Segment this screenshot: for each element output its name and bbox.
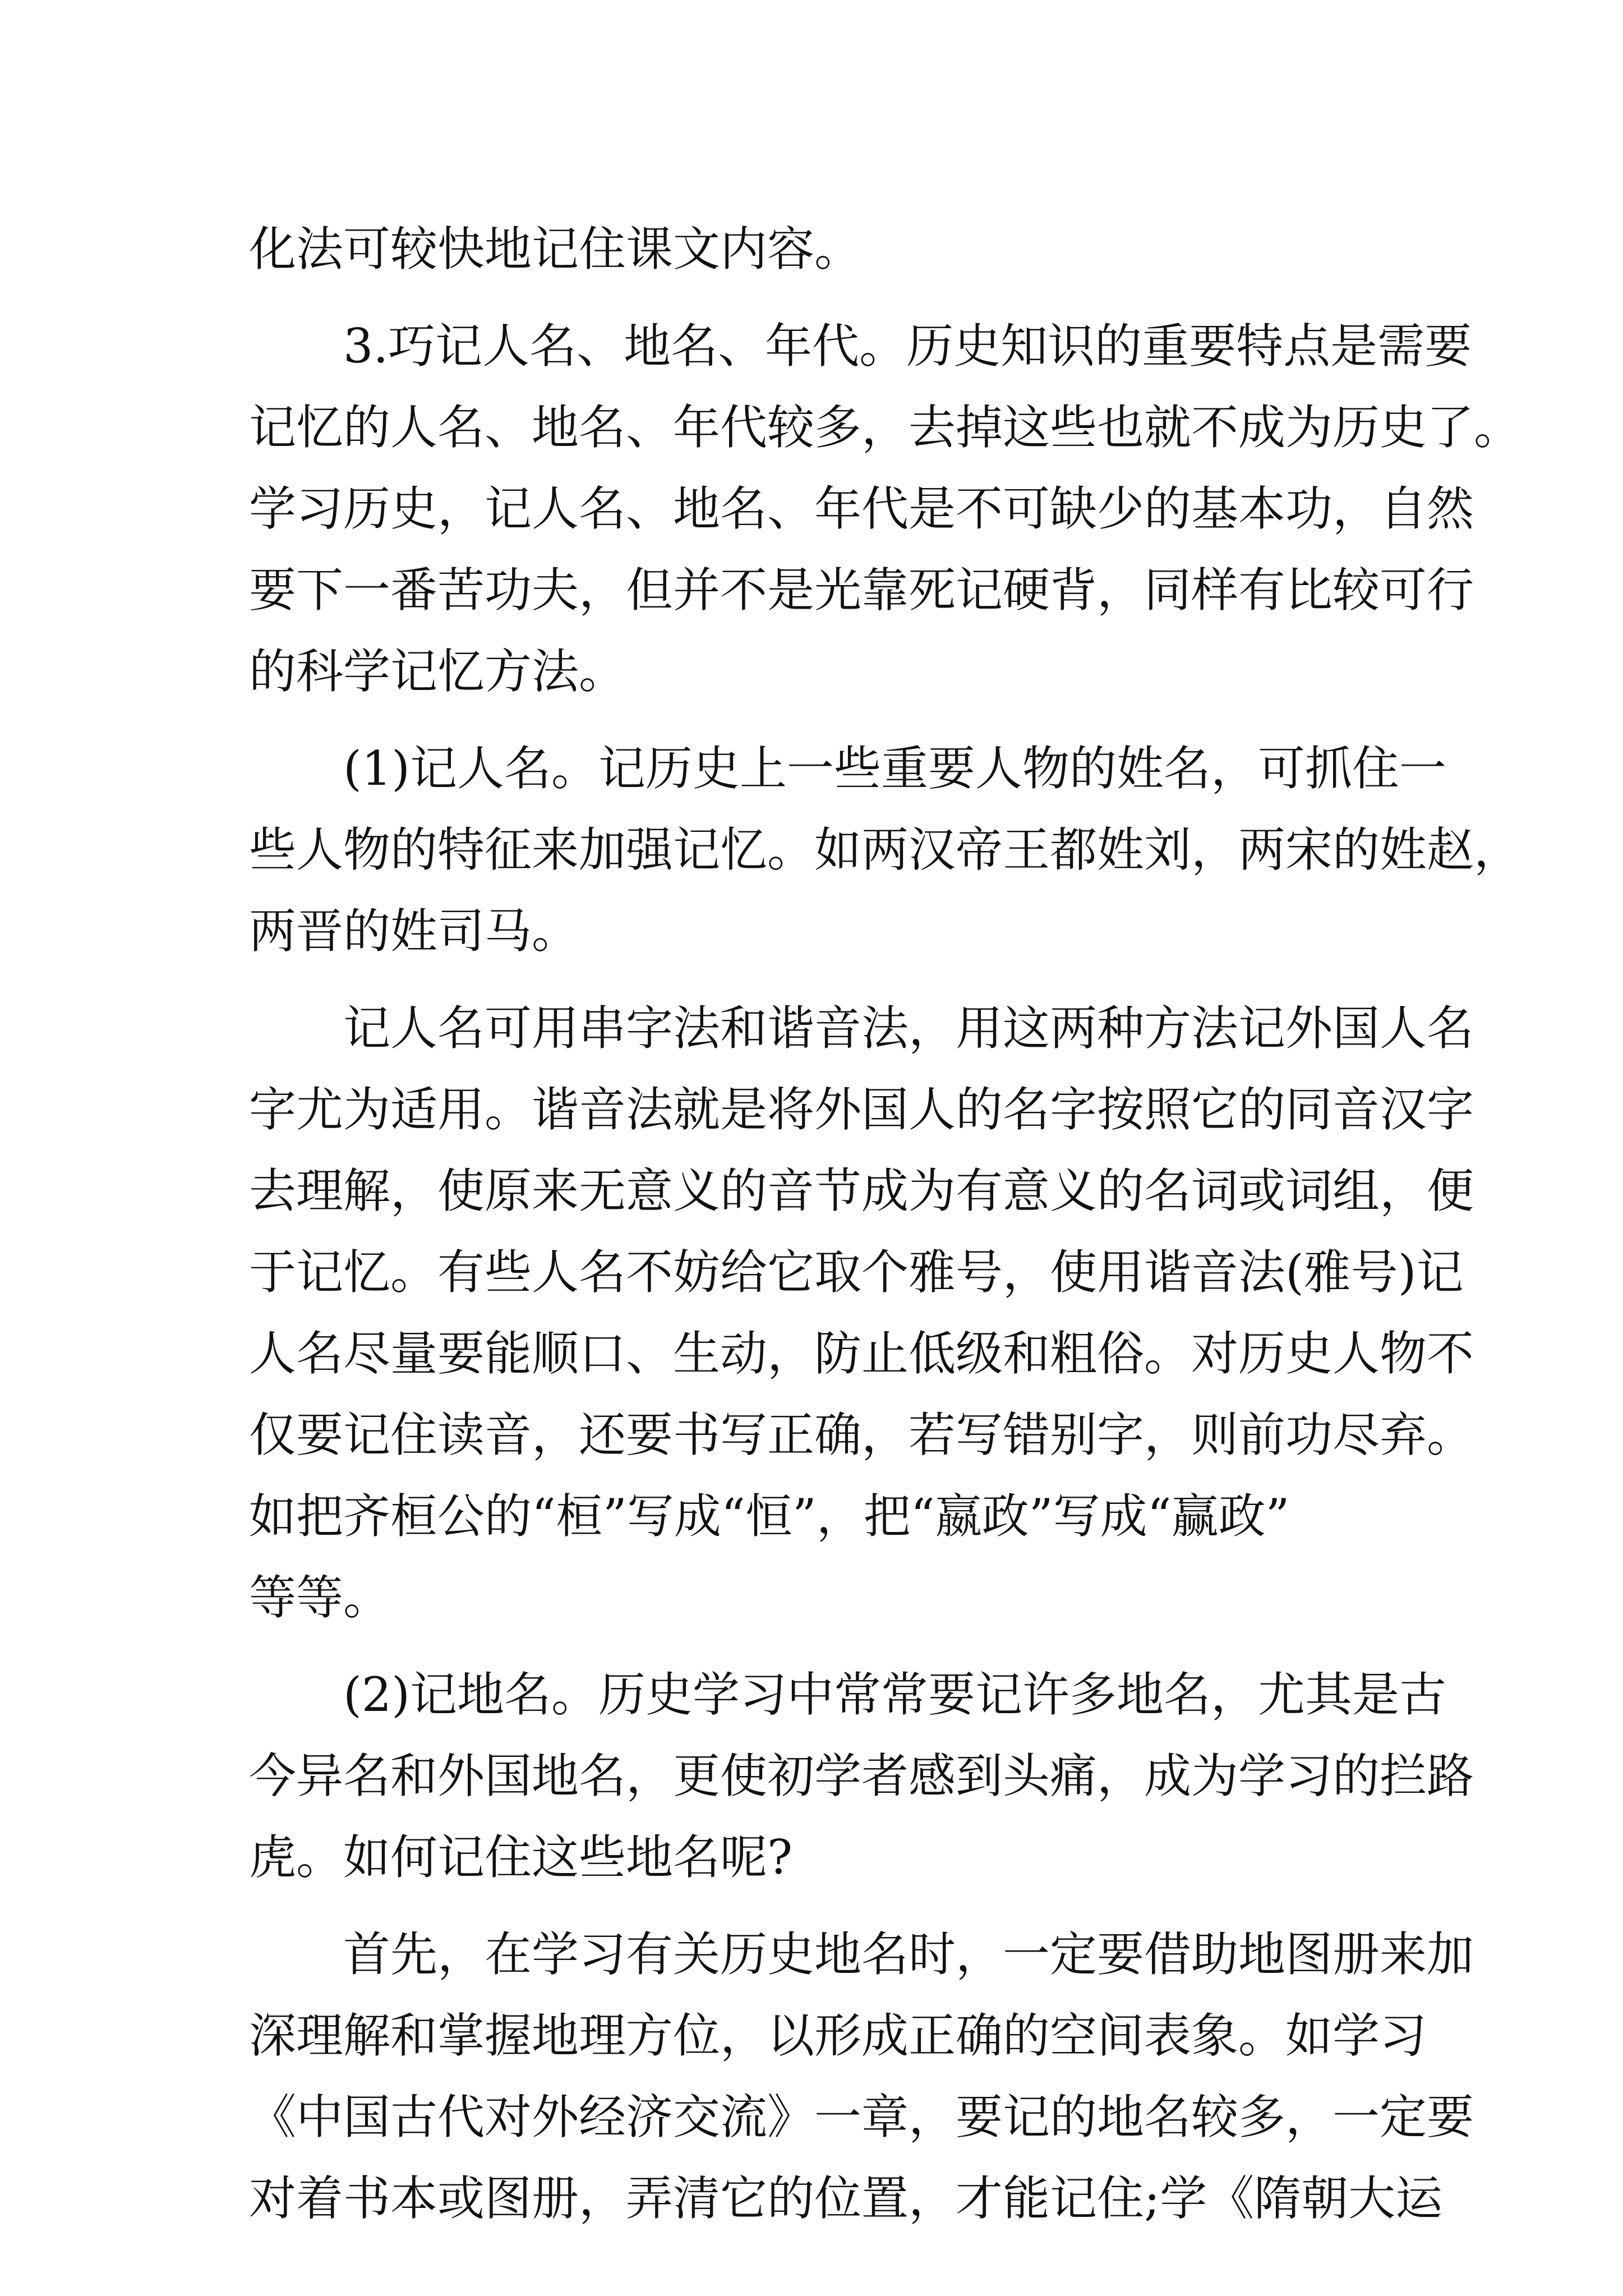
text-line: 虎。如何记住这些地名呢? xyxy=(249,1830,793,1885)
text-line: 要下一番苦功夫，但并不是光靠死记硬背，同样有比较可行 xyxy=(249,563,1474,618)
text-line: 人名尽量要能顺口、生动，防止低级和粗俗。对历史人物不 xyxy=(249,1326,1474,1381)
text-line: 化法可较快地记住课文内容。 xyxy=(249,222,862,277)
text-line: 记人名可用串字法和谐音法，用这两种方法记外国人名 xyxy=(343,1001,1474,1056)
text-line: 去理解，使原来无意义的音节成为有意义的名词或词组，便 xyxy=(249,1163,1474,1218)
text-line: 学习历史，记人名、地名、年代是不可缺少的基本功，自然 xyxy=(249,481,1474,536)
text-line: 字尤为适用。谐音法就是将外国人的名字按照它的同音汉字 xyxy=(249,1082,1474,1137)
text-line: 《中国古代对外经济交流》一章，要记的地名较多，一定要 xyxy=(249,2090,1474,2145)
text-line: 些人物的特征来加强记忆。如两汉帝王都姓刘，两宋的姓赵， xyxy=(249,822,1521,877)
text-line: 今异名和外国地名，更使初学者感到头痛，成为学习的拦路 xyxy=(249,1749,1474,1803)
text-line: (2)记地名。历史学习中常常要记许多地名，尤其是古 xyxy=(343,1667,1446,1722)
body-text xyxy=(249,209,1521,2239)
text-line: 首先，在学习有关历史地名时，一定要借助地图册来加 xyxy=(343,1927,1474,1982)
text-line: 深理解和掌握地理方位，以形成正确的空间表象。如学习 xyxy=(249,2008,1427,2063)
text-line: (1)记人名。记历史上一些重要人物的姓名，可抓住一 xyxy=(343,741,1446,796)
text-line: 于记忆。有些人名不妨给它取个雅号，使用谐音法(雅号)记 xyxy=(249,1245,1464,1300)
text-line: 两晋的姓司马。 xyxy=(249,904,579,959)
text-line: 仅要记住读音，还要书写正确，若写错别字，则前功尽弃。 xyxy=(249,1407,1474,1462)
text-line: 如把齐桓公的“桓”写成“恒”，把“嬴政”写成“赢政” xyxy=(249,1489,1290,1544)
text-line: 的科学记忆方法。 xyxy=(249,644,626,699)
text-line: 对着书本或图册，弄清它的位置，才能记住;学《隋朝大运 xyxy=(249,2171,1443,2226)
text-line: 3.巧记人名、地名、年代。历史知识的重要特点是需要 xyxy=(343,319,1472,374)
text-line: 记忆的人名、地名、年代较多，去掉这些也就不成为历史了。 xyxy=(249,400,1521,455)
text-line: 等等。 xyxy=(249,1570,391,1625)
